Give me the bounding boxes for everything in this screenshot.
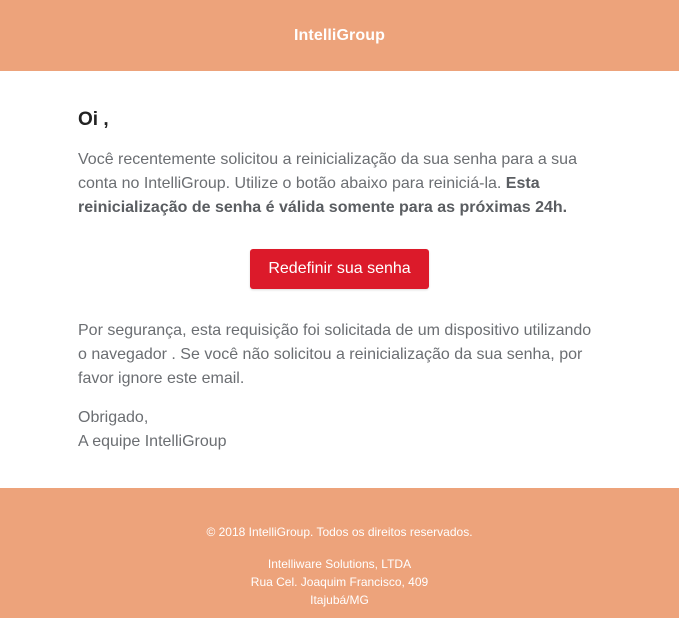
email-body: [0, 71, 679, 488]
signoff-team: A equipe IntelliGroup: [78, 433, 227, 450]
brand-name: IntelliGroup: [294, 26, 385, 44]
signoff: [78, 406, 601, 454]
company-address: [0, 555, 679, 609]
signoff-thanks: Obrigado,: [78, 409, 149, 426]
intro-paragraph: [78, 148, 601, 220]
reset-password-button[interactable]: Redefinir sua senha: [250, 249, 428, 289]
greeting-heading: Oi ,: [78, 109, 109, 130]
intro-text: Você recentemente solicitou a reinicialização da sua senha para a sua conta no IntelliGroup. Utilize o botão abaixo para reiniciá-la.: [78, 151, 577, 192]
security-paragraph: Por segurança, esta requisição foi solicitada de um dispositivo utilizando o navegador . Se você não solicitou a reinicialização da sua senha, por favor ignore este email.: [78, 322, 592, 387]
validity-notice: Esta reinicialização de senha é válida somente para as próximas 24h.: [78, 175, 568, 216]
city-state: Itajubá/MG: [310, 593, 369, 607]
copyright-text: © 2018 IntelliGroup. Todos os direitos reservados.: [206, 525, 473, 539]
company-name: Intelliware Solutions, LTDA: [267, 557, 412, 571]
button-wrapper: [78, 249, 601, 289]
street-address: Rua Cel. Joaquim Francisco, 409: [250, 575, 429, 589]
email-header: [0, 0, 679, 71]
email-footer: [0, 488, 679, 618]
